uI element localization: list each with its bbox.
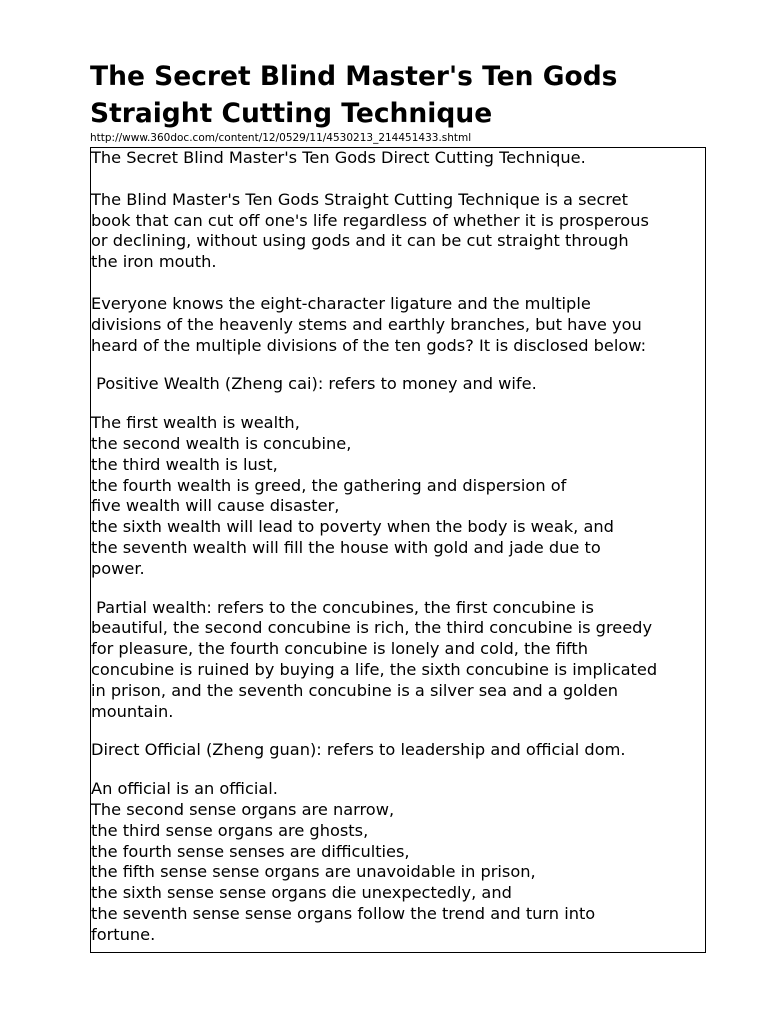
paragraph-gap (91, 356, 705, 374)
text-line: beautiful, the second concubine is rich, the third concubine is greedy (91, 618, 653, 638)
text-line: for pleasure, the fourth concubine is lonely and cold, the fifth (91, 639, 588, 659)
text-line: five wealth will cause disaster, (91, 496, 340, 516)
text-line: the seventh sense sense organs follow the trend and turn into (91, 903, 596, 923)
paragraph-overview (91, 294, 705, 356)
text-line: book that can cut off one's life regardless of whether it is prosperous (91, 210, 649, 230)
paragraph-gap (91, 395, 705, 413)
text-line: divisions of the heavenly stems and earthly branches, but have you (91, 314, 642, 334)
text-line: The first wealth is wealth, (91, 413, 300, 433)
document-title (90, 58, 710, 132)
text-line: concubine is ruined by buying a life, the sixth concubine is implicated (91, 659, 658, 679)
text-line: The Blind Master's Ten Gods Straight Cutting Technique is a secret (91, 189, 628, 209)
paragraph-wealth-list (91, 413, 705, 579)
paragraph-partial-wealth (91, 598, 705, 723)
document-body-box (90, 147, 706, 953)
paragraph-gap (91, 580, 705, 598)
text-line: power. (91, 558, 145, 578)
text-line: mountain. (91, 701, 174, 721)
paragraph-gap (91, 169, 705, 190)
text-line: the fourth wealth is greed, the gathering and dispersion of (91, 475, 567, 495)
text-line: Everyone knows the eight-character ligature and the multiple (91, 293, 591, 313)
text-line: the sixth sense sense organs die unexpectedly, and (91, 883, 512, 903)
paragraph-gap (91, 761, 705, 779)
text-line: An official is an official. (91, 779, 278, 799)
text-line: The second sense organs are narrow, (91, 799, 395, 819)
text-line: the third wealth is lust, (91, 454, 278, 474)
document-header (90, 58, 710, 145)
paragraph-official-list (91, 779, 705, 945)
title-line-1: The Secret Blind Master's Ten Gods (90, 61, 618, 92)
title-line-2: Straight Cutting Technique (90, 98, 493, 129)
paragraph-positive-wealth-heading: Positive Wealth (Zheng cai): refers to money and wife. (91, 374, 537, 394)
source-url-link[interactable]: http://www.360doc.com/content/12/0529/11/4530213_214451433.shtml (90, 132, 472, 144)
text-line: the seventh wealth will fill the house with gold and jade due to (91, 537, 601, 557)
paragraph-intro: The Secret Blind Master's Ten Gods Direct Cutting Technique. (91, 148, 586, 167)
text-line: heard of the multiple divisions of the ten gods? It is disclosed below: (91, 335, 647, 355)
paragraph-description (91, 190, 705, 273)
text-line: the third sense organs are ghosts, (91, 820, 369, 840)
text-line: the fifth sense sense organs are unavoidable in prison, (91, 862, 536, 882)
text-line: in prison, and the seventh concubine is a silver sea and a golden (91, 680, 619, 700)
text-line: the iron mouth. (91, 252, 217, 272)
text-line: the sixth wealth will lead to poverty when the body is weak, and (91, 517, 614, 537)
paragraph-gap (91, 273, 705, 294)
text-line: or declining, without using gods and it can be cut straight through (91, 231, 629, 251)
paragraph-direct-official-heading: Direct Official (Zheng guan): refers to leadership and official dom. (91, 740, 626, 760)
text-line: fortune. (91, 924, 156, 944)
paragraph-gap (91, 722, 705, 740)
text-line: the second wealth is concubine, (91, 433, 352, 453)
text-line: the fourth sense senses are difficulties, (91, 841, 410, 861)
text-line: Partial wealth: refers to the concubines, the first concubine is (91, 597, 594, 617)
